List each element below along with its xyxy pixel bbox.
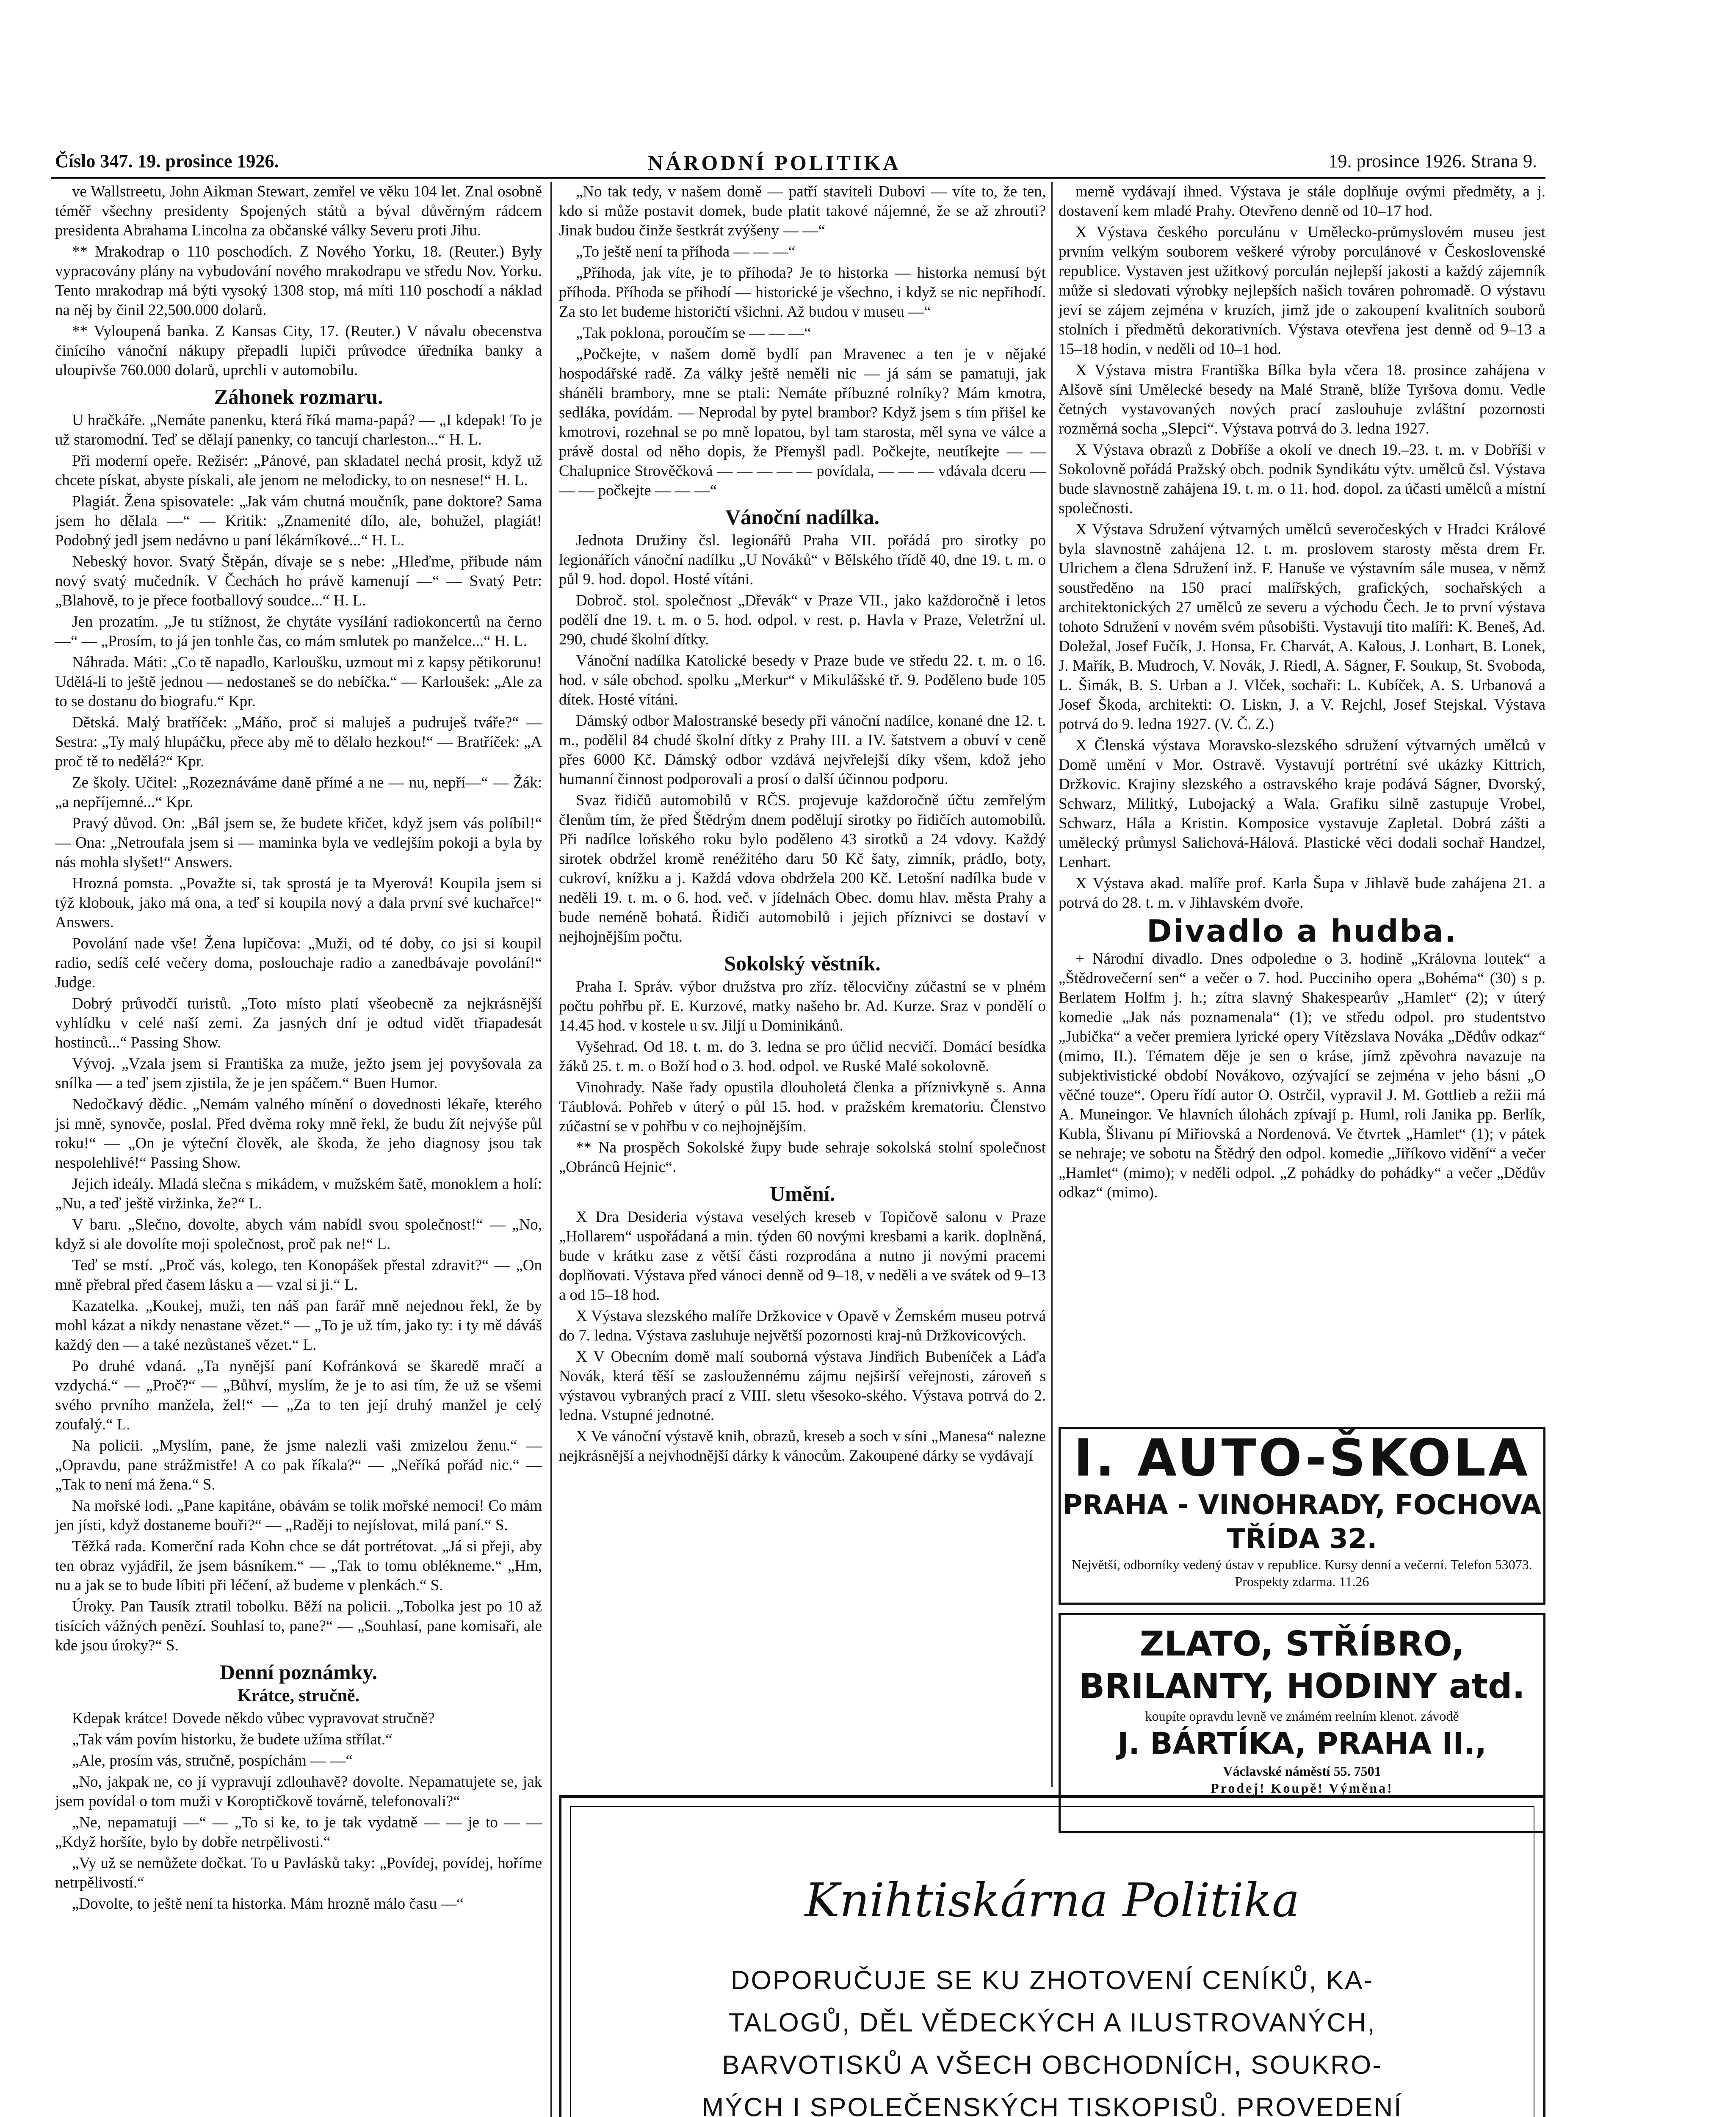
- advertisement-driving-school: [1059, 1427, 1545, 1605]
- joke-item: Nedočkavý dědic. „Nemám valného mínění o dovednosti lékaře, kterého jsi mně, synovče, poslal. Před dvěma roky mně řekl, že budu žít nejvýše půl roku!“ — „On je výteční člověk, ale škoda, že jeho diagnosy jsou tak nespolehlivé!“ Passing Show.: [55, 1096, 542, 1172]
- feuilleton-paragraph: „No, jakpak ne, co jí vypravují zdlouhavě? dovolte. Nepamatujete se, jak jsem povídal o tom muži v Koroptičkově továrně, telefonovali?“: [55, 1773, 542, 1810]
- ad-printing-house-line: DOPORUČUJE SE KU ZHOTOVENÍ CENÍKŮ, KA-: [730, 1966, 1374, 1995]
- header-rule: [51, 177, 1545, 179]
- section-heading-humor: Záhonek rozmaru.: [214, 385, 383, 409]
- news-item: X Ve vánoční výstavě knih, obrazů, kreseb a soch v síni „Manesa“ nalezne nejkrásnější a nejvhodnější dárky k vánocům. Zakoupené dárky se vydávají: [559, 1428, 1046, 1465]
- news-item: Praha I. Správ. výbor družstva pro zříz. tělocvičny zúčastní se v plném počtu pohřbu př. E. Kurzové, matky našeho br. Ad. Kurze. Sraz v pondělí o 14.45 hod. v kostele u sv. Jiljí u Dominikánů.: [559, 978, 1046, 1034]
- feuilleton-paragraph: „Ne, nepamatuji —“ — „To si ke, to je tak vydatně — — je to — — „Když horšíte, bylo by dobře netrpělivosti.“: [55, 1814, 542, 1851]
- section-heading-sokol: Sokolský věstník.: [724, 951, 881, 975]
- joke-item: Jen prozatím. „Je tu stížnost, že chytáte vysílání radiokoncertů na černo —“ — „Prosím, to já jen tonhle čas, co mám smlutek po manželce...“ H. L.: [55, 613, 542, 650]
- joke-item: Ze školy. Učitel: „Rozeznáváme daně přímé a ne — nu, nepří—“ — Žák: „a nepříjemné...“ Kpr.: [55, 774, 542, 811]
- feuilleton-paragraph: „Vy už se nemůžete dočkat. To u Pavlásků taky: „Povídej, povídej, hoříme netrpělivostí.“: [55, 1854, 542, 1891]
- ad-jeweler-line-1: ZLATO, STŘÍBRO,: [1139, 1624, 1465, 1664]
- ad-printing-house-line: TALOGŮ, DĚL VĚDECKÝCH A ILUSTROVANÝCH,: [728, 2008, 1376, 2037]
- news-item: ** Na prospěch Sokolské župy bude sehraje sokolská stolní společnost „Obráncû Hejnic“.: [559, 1139, 1046, 1176]
- news-item: Vinohrady. Naše řady opustila dlouholetá členka a příznivkyně s. Anna Táublová. Pohřeb v úterý o půl 15. hod. v pražském krematoriu. Členstvo zúčastní se v pohřbu v co nejhojnějším.: [559, 1079, 1046, 1135]
- feuilleton-paragraph: „No tak tedy, v našem domě — patří staviteli Dubovi — víte to, že ten, kdo si může postavit domek, bude platit takové nájemné, že se až zhrouti? Jinak budou činže šestkrát zvýšeny — —“: [559, 183, 1046, 239]
- feuilleton-paragraph: „Dovolte, to ještě není ta historka. Mám hrozně málo času —“: [72, 1895, 464, 1912]
- article-stewart: ve Wallstreetu, John Aikman Stewart, zemřel ve věku 104 let. Znal osobně téměř všechny presidenty Spojených států a býval důvěrným rádcem presidenta Abrahama Lincolna za občanské války Severu proti Jihu.: [55, 183, 542, 239]
- news-item: X Členská výstava Moravsko-slezského sdružení výtvarných umělců v Domě umění v Mor. Ostravě. Vystavují portrétní své ukázky Kittrich, Držkovic. Krajiny slezského a ostravského kraje podává Ságner, Dvorský, Schwarz, Militký, Lubojacký a Wala. Grafiku silně zastupuje Vrobel, Schwarz, Hála a Kristin. Komposice vystavuje Zapletal. Dobrá zášti a umělecký průmysl Salichová-Hálová. Plastické věci dodali sochař Handzel, Lenhart.: [1059, 737, 1545, 871]
- column-1: [55, 182, 542, 1915]
- ad-printing-house-title: Knihtiskárna Politika: [804, 1873, 1300, 1927]
- news-item: X Výstava obrazů z Dobříše a okolí ve dnech 19.–23. t. m. v Dobříši v Sokolovně pořádá Pražský obch. podnik Syndikátu výtv. umělců čsl. Výstava bude slavnostně zahájena 19. t. m. o 11. hod. dopol. za účasti umělců a místní společnosti.: [1059, 441, 1545, 517]
- article-bank-robbery: ** Vyloupená banka. Z Kansas City, 17. (Reuter.) V návalu obecenstva činícího vánoční nákupy přepadli lupiči průvodce úředníka banky a uloupivše 760.000 dolarů, uprchli v automobilu.: [55, 323, 542, 379]
- ad-jeweler-name: J. BÁRTÍKA, PRAHA II.,: [1117, 1726, 1487, 1761]
- joke-item: Úroky. Pan Tausík ztratil tobolku. Běží na policii. „Tobolka jest po 10 až tisících vážných penězí. Souhlasí to, pane?“ — „Souhlasí, pane komisaři, ale kde jsou úroky?“ S.: [55, 1598, 542, 1654]
- joke-item: Dobrý průvodčí turistů. „Toto místo platí všeobecně za nejkrásnější vyhlídku v celé naší zemi. Za jasných dní je odtud vidět třiapadesát hostinců...“ Passing Show.: [55, 995, 542, 1051]
- section-heading-daily-notes: Denní poznámky.: [219, 1660, 378, 1684]
- news-item: Vánoční nadílka Katolické besedy v Praze bude ve středu 22. t. m. o 16. hod. v sále obchod. spolku „Merkur“ v Mikulášské tř. 9. Poděleno bude 105 dítek. Hosté vítáni.: [559, 652, 1046, 708]
- section-heading-art: Umění.: [769, 1182, 835, 1205]
- column-rule-1: [550, 182, 552, 2117]
- news-item: + Národní divadlo. Dnes odpoledne o 3. hodině „Královna loutek“ a „Štědrovečerní sen“ a večer o 7. hod. Pucciniho opera „Bohéma“ (30) s p. Berlatem Holfm j. h.; zítra slavný Shakespearův „Hamlet“ (2); v úterý komedie „Jak nás poznamenala“ (1); ve středu odpol. pro studentstvo „Jubička“ a večer premiera lyrické opery Vítězslava Nováka „Dědův odkaz“ (mimo, II.). Tématem děje je sen o kráse, jímž zpěvohra navazuje na subjektivistické období Novákovo, ozývající se zejména v jeho básni „O věčné touze“. Operu řídí autor O. Ostrčil, vypravil J. M. Gottlieb a režii má A. Muneingor. Ve hlavních úlohách zpívají p. Huml, roli Janika pp. Berlík, Kubla, Šlivanu pí Miřiovská a Nordenová. Ve čtvrtek „Hamlet“ (1); v pátek se nehraje; ve sobotu na Štědrý den odpol. komedie „Jiříkovo vidění“ a večer „Hamlet“ (mimo); v neděli odpol. „Z pohádky do pohádky“ a večer „Dědův odkaz“ (mimo).: [1059, 950, 1545, 1201]
- article-skyscraper: ** Mrakodrap o 110 poschodích. Z Nového Yorku, 18. (Reuter.) Byly vypracovány plány na vybudování nového mrakodrapu ve středu Nov. Yorku. Tento mrakodrap má býti vysoký 1308 stop, má míti 110 poschodí a náklad na něj by činil 22,500.000 dolarů.: [55, 243, 542, 319]
- news-item: Dámský odbor Malostranské besedy při vánoční nadílce, konané dne 12. t. m., podělil 84 chudé školní dítky z Prahy III. a IV. šatstvem a obuví v ceně přes 6000 Kč. Dámský odbor vzdává nejvřelejší díky všem, kdož jeho humanní činnost podporovali a prosí o další účinnou podporu.: [559, 712, 1046, 788]
- advertisement-printing-house: [559, 1795, 1545, 2117]
- joke-item: Na policii. „Myslím, pane, že jsme nalezli vaši zmizelou ženu.“ — „Opravdu, pane strážmistře! A co pak říkala?“ — „Neříká pořád nic.“ — „Tak to není má žena.“ S.: [55, 1437, 542, 1493]
- joke-item: V baru. „Slečno, dovolte, abych vám nabídl svou společnost!“ — „No, když si ale dovolíte moji společnost, proč pak ne!“ L.: [55, 1216, 542, 1253]
- news-item: X Dra Desideria výstava veselých kreseb v Topičově salonu v Praze „Hollarem“ uspořádaná a min. týden 60 novými kresbami a karik. doplněná, bude v krátku zase z větší části rozprodána a nutno ji novými pracemi doplňovati. Výstava před vánoci denně od 9–18, v neděli a ve svátek od 9–13 a od 15–18 hod.: [559, 1208, 1046, 1304]
- joke-item: Nebeský hovor. Svatý Štěpán, dívaje se s nebe: „Hleďme, přibude nám nový svatý mučedník. V Čechách ho právě kamenují —“ — Svatý Petr: „Blahově, to je přece footballový soudce...“ H. L.: [55, 553, 542, 609]
- news-item: X Výstava Sdružení výtvarných umělců severočeských v Hradci Králové byla slavnostně zahájena 12. t. m. proslovem starosty města drem Fr. Ulrichem a člena Sdružení inž. F. Hanuše ve výstavním sále musea, v němž soustředěno na 150 prací malířských, grafických, sochařských a architektonických 27 umělců ze severu a východu Čech. Je to první výstava tohoto Sdružení v novém svém působišti. Vystavují tito malíři: K. Beneš, Ad. Doležal, Josef Fučík, J. Honsa, Fr. Charvát, A. Kalous, J. Lonhart, B. Lonek, J. Mařík, B. Mudroch, V. Novák, J. Riedl, A. Ságner, F. Soukup, St. Svoboda, L. Šimák, B. S. Urban a J. Vlček, sochaři: L. Kubíček, A. S. Urbanová a Josef Škoda, architekti: O. Liskn, J. a V. Rejchl, Josef Stejskal. Výstava potrvá do 9. ledna 1927. (V. Č. Z.): [1059, 521, 1545, 733]
- news-item: X Výstava akad. malíře prof. Karla Šupa v Jihlavě bude zahájena 21. a potrvá do 28. t. m. v Jihlavském dvoře.: [1059, 875, 1545, 912]
- feuilleton-paragraph: „To ještě není ta příhoda — — —“: [576, 243, 796, 260]
- newspaper-title: NÁRODNÍ POLITIKA: [648, 151, 901, 174]
- news-item: Dobroč. stol. společnost „Dřevák“ v Praze VII., jako každoročně i letos podělí dne 19. t. m. o 5. hod. odpol. v rest. p. Havla v Praze, Veletržní ul. 290, chudé školní dítky.: [559, 592, 1046, 648]
- section-heading-theatre: Divadlo a hudba.: [1147, 913, 1457, 949]
- column-2: [559, 182, 1046, 1468]
- feuilleton-paragraph: „Ale, prosím vás, stručně, pospíchám — —“: [72, 1752, 353, 1769]
- ad-printing-house-body: [571, 1959, 1534, 2117]
- joke-item: Pravý důvod. On: „Bál jsem se, že budete křičet, když jsem vás políbil!“ — Ona: „Netroufala jsem si — maminka byla ve vedlejším pokoji a byla by nás mohla slyšet!“ Answers.: [55, 815, 542, 871]
- ad-driving-school-title: I. AUTO-ŠKOLA: [1074, 1429, 1530, 1488]
- ad-printing-house-line: BARVOTISKŮ A VŠECH OBCHODNÍCH, SOUKRO-: [722, 2051, 1382, 2080]
- news-item: X Výstava českého porculánu v Umělecko-průmyslovém museu jest prvním velkým souborem veškeré výroby porculánové v Československé republice. Vystaven jest užitkový porculán nejlepší jakosti a každý zájemník může si sledovati výrobky nejlepších našich továren pohromadě. O výstavu jeví se zájem zejména v kruzích, jimž jde o zakoupení kvalitních souborů stolních i předmětů dekorativních. Výstava otevřena jest denně od 9–13 a 15–18 hodin, v neděli od 10–1 hod.: [1059, 224, 1545, 358]
- joke-item: Povolání nade vše! Žena lupičova: „Muži, od té doby, co jsi si koupil radio, sedíš celé večery doma, poslouchaje radio a zanedbávaje povolání!“ Judge.: [55, 935, 542, 991]
- ad-printing-house-line: MÝCH I SPOLEČENSKÝCH TISKOPISŮ. PROVEDENÍ: [702, 2093, 1403, 2117]
- joke-item: Náhrada. Máti: „Co tě napadlo, Karloušku, uzmout mi z kapsy pětikorunu! Udělá-li to ještě jednou — nedostaneš se do nebíčka.“ — Karloušek: „Ale za to se dostanu do biografu.“ Kpr.: [55, 654, 542, 710]
- feuilleton-paragraph: „Příhoda, jak víte, je to příhoda? Je to historka — historka nemusí být příhoda. Příhoda se přihodí — historické je všechno, i když se nic nepřihodí. Za sto let budeme historičtí všichni. Až budou v museu —“: [559, 264, 1046, 321]
- joke-item: Plagiát. Žena spisovatele: „Jak vám chutná moučník, pane doktore? Sama jsem ho dělala —“ — Kritik: „Znamenité dílo, ale, bohužel, plagiát! Podobný jedl jsem nedávno u paní lékárníkové...“ H. L.: [55, 493, 542, 549]
- page-number: 19. prosince 1926. Strana 9.: [1328, 151, 1537, 171]
- ad-jeweler-slogan: Prodej! Koupě! Výměna!: [1211, 1780, 1393, 1796]
- joke-item: Vývoj. „Vzala jsem si Františka za muže, ježto jsem jej povyšovala za snílka — a teď jsem zjistila, že je jen spáčem.“ Buen Humor.: [55, 1055, 542, 1092]
- page-header: [55, 150, 1537, 176]
- feuilleton-paragraph: „Tak vám povím historku, že budete užíma střílat.“: [72, 1731, 393, 1748]
- news-item: X Výstava mistra Františka Bílka byla včera 18. prosince zahájena v Alšově síni Umělecké besedy na Malé Straně, blíže Tyršova domu. Vedle četných vystavovaných nových prací zaslouhuje zvláštní pozornosti rozměrná socha „Slepci“. Výstava potrvá do 3. ledna 1927.: [1059, 362, 1545, 437]
- joke-item: Teď se mstí. „Proč vás, kolego, ten Konopášek přestal zdravit?“ — „On mně přebral před časem lásku a — vzal si ji.“ L.: [55, 1257, 542, 1293]
- ad-driving-school-address: PRAHA - VINOHRADY, FOCHOVA TŘÍDA 32.: [1062, 1490, 1542, 1555]
- ad-printing-house-frame: [570, 1806, 1534, 2117]
- feuilleton-paragraph: Kdepak krátce! Dovede někdo vůbec vypravovat stručně?: [72, 1710, 435, 1727]
- joke-item: Jejich ideály. Mladá slečna s mikádem, v mužském šatě, monoklem a holí: „Nu, a teď ještě viržinka, že?“ L.: [55, 1175, 542, 1212]
- joke-item: Těžká rada. Komerční rada Kohn chce se dát portrétovat. „Já si přeji, aby ten obraz vyjádřil, že jsem básníkem.“ — „Tak to tomu oblékneme.“ „Hm, nu a jak se to bude líbiti při léčení, až budeme v plenkách.“ S.: [55, 1538, 542, 1594]
- news-item: Jednota Družiny čsl. legionářů Praha VII. pořádá pro sirotky po legionářích vánoční nadílku „U Nováků“ v Bělského třídě 40, dne 19. t. m. o půl 9. hod. dopol. Hosté vítáni.: [559, 532, 1046, 588]
- ad-jeweler-line-2: BRILANTY, HODINY atd.: [1079, 1667, 1525, 1706]
- joke-item: Kazatelka. „Koukej, muži, ten náš pan farář mně nejednou řekl, že by mohl kázat a nikdy nenastane vězet.“ — „To je už tím, jako ty: i ty mě dáváš každý den — a také nezůstaneš vězet.“ L.: [55, 1297, 542, 1354]
- subheading-briefly: Krátce, stručně.: [237, 1686, 360, 1705]
- section-heading-christmas: Vánoční nadílka.: [725, 505, 879, 529]
- joke-item: U hračkáře. „Nemáte panenku, která říká mama-papá? — „I kdepak! To je už staromodní. Teď se dělají panenky, co tancují charleston...“ H. L.: [55, 412, 542, 448]
- joke-item: Při moderní opeře. Režisér: „Pánové, pan skladatel nechá prosit, když už chcete pískat, abyste pískali, ale jenom ne melodicky, to on nesnese!“ H. L.: [55, 452, 542, 489]
- issue-date: Číslo 347. 19. prosince 1926.: [55, 151, 279, 171]
- joke-item: Po druhé vdaná. „Ta nynější paní Kofránková se škaredě mračí a vzdychá.“ — „Proč?“ — „Bůhví, myslím, že je to asi tím, že už se všemi svého prvního manžela, žel!“ — „Za to ten její druhý manžel je celý zoufalý.“ L.: [55, 1357, 542, 1433]
- news-item: Svaz řidičů automobilů v RČS. projevuje každoročně účtu zemřelým členům tím, že před Štědrým dnem podělují sirotky po řidičích automobilů. Při nadílce loňského roku bylo poděleno 43 sirotků a 24 vdovy. Každý sirotek obdržel kromě renéžitého daru 50 Kč šaty, zimník, prádlo, boty, cukroví, knížku a j. Každá vdova obdržela 200 Kč. Letošní nadílka bude v neděli 19. t. m. o 6. hod. več. v jídelnách Obec. domu hlav. města Prahy a bude neméně bohatá. Řidiči automobilů i jejich příznivci se dostaví v nejhojnějším počtu.: [559, 792, 1046, 945]
- news-item: merně vydávají ihned. Výstava je stále doplňuje ovými předměty, a j. dostavení kem mladé Prahy. Otevřeno denně od 10–17 hod.: [1059, 183, 1545, 220]
- joke-item: Na mořské lodi. „Pane kapitáne, obávám se tolik mořské nemoci! Co mám jen jísti, když dostaneme bouři?“ — „Raději to nejíslovat, milá paní.“ S.: [55, 1497, 542, 1534]
- column-rule-2: [1051, 182, 1053, 1787]
- feuilleton-paragraph: „Tak poklona, poroučím se — — —“: [576, 324, 811, 342]
- news-item: Vyšehrad. Od 18. t. m. do 3. ledna se pro účlid necvičí. Domácí besídka žáků 25. t. m. o Boží hod o 3. hod. odpol. ve Ruské Malé sokolovně.: [559, 1038, 1046, 1075]
- column-3: [1059, 182, 1545, 1204]
- news-item: X Výstava slezského malíře Držkovice v Opavě v Žemském museu potrvá do 7. ledna. Výstava zasluhuje největší pozornosti kraj-nů Držkovicových.: [559, 1307, 1046, 1344]
- ad-driving-school-info: Největší, odborníky vedený ústav v republice. Kursy denní a večerní. Telefon 53073. Prospekty zdarma. 11.26: [1072, 1557, 1532, 1589]
- feuilleton-paragraph: „Počkejte, v našem domě bydlí pan Mravenec a ten je v nějaké hospodářské radě. Za války ještě neměli nic — já sám se pamatuji, jak sháněli brambory, mne se ptali: Nemáte příbuzné rolníky? Mám kmotra, sedláka, povídám. — Neprodal by pytel brambor? Když jsem s tím přišel ke kmotrovi, rozehnal se po mně lopatou, byl tam starosta, měl syna ve válce a právě dostal od něho dopis, že Přemyšl padl. Počkejte, neutíkejte — — Chalupnice Strověčková — — — — — povídala, — — — vdávala dceru — — — počkejte — — —“: [559, 345, 1046, 499]
- joke-item: Hrozná pomsta. „Považte si, tak sprostá je ta Myerová! Koupila jsem si týž klobouk, jako má ona, a teď si koupila nový a dala první své kuchařce!“ Answers.: [55, 875, 542, 931]
- ad-jeweler-address: Václavské náměstí 55. 7501: [1223, 1763, 1381, 1779]
- joke-item: Dětská. Malý bratříček: „Máňo, proč si maluješ a pudruješ tváře?“ — Sestra: „Ty malý hlupáčku, přece aby mě to dělalo hezkou!“ — Bratříček: „A proč tě to nedělá?“ Kpr.: [55, 714, 542, 770]
- news-item: X V Obecním domě malí souborná výstava Jindřich Bubeníček a Láďa Novák, která těší se zasloužennému zájmu nejširší veřejnosti, zároveň s výstavou vybraných prací z VIII. sletu všesoko-ského. Výstava potrvá do 2. ledna. Vstupné jednotné.: [559, 1348, 1046, 1424]
- ad-jeweler-line-3: koupíte opravdu levně ve známém reelním klenot. závodě: [1145, 1708, 1459, 1724]
